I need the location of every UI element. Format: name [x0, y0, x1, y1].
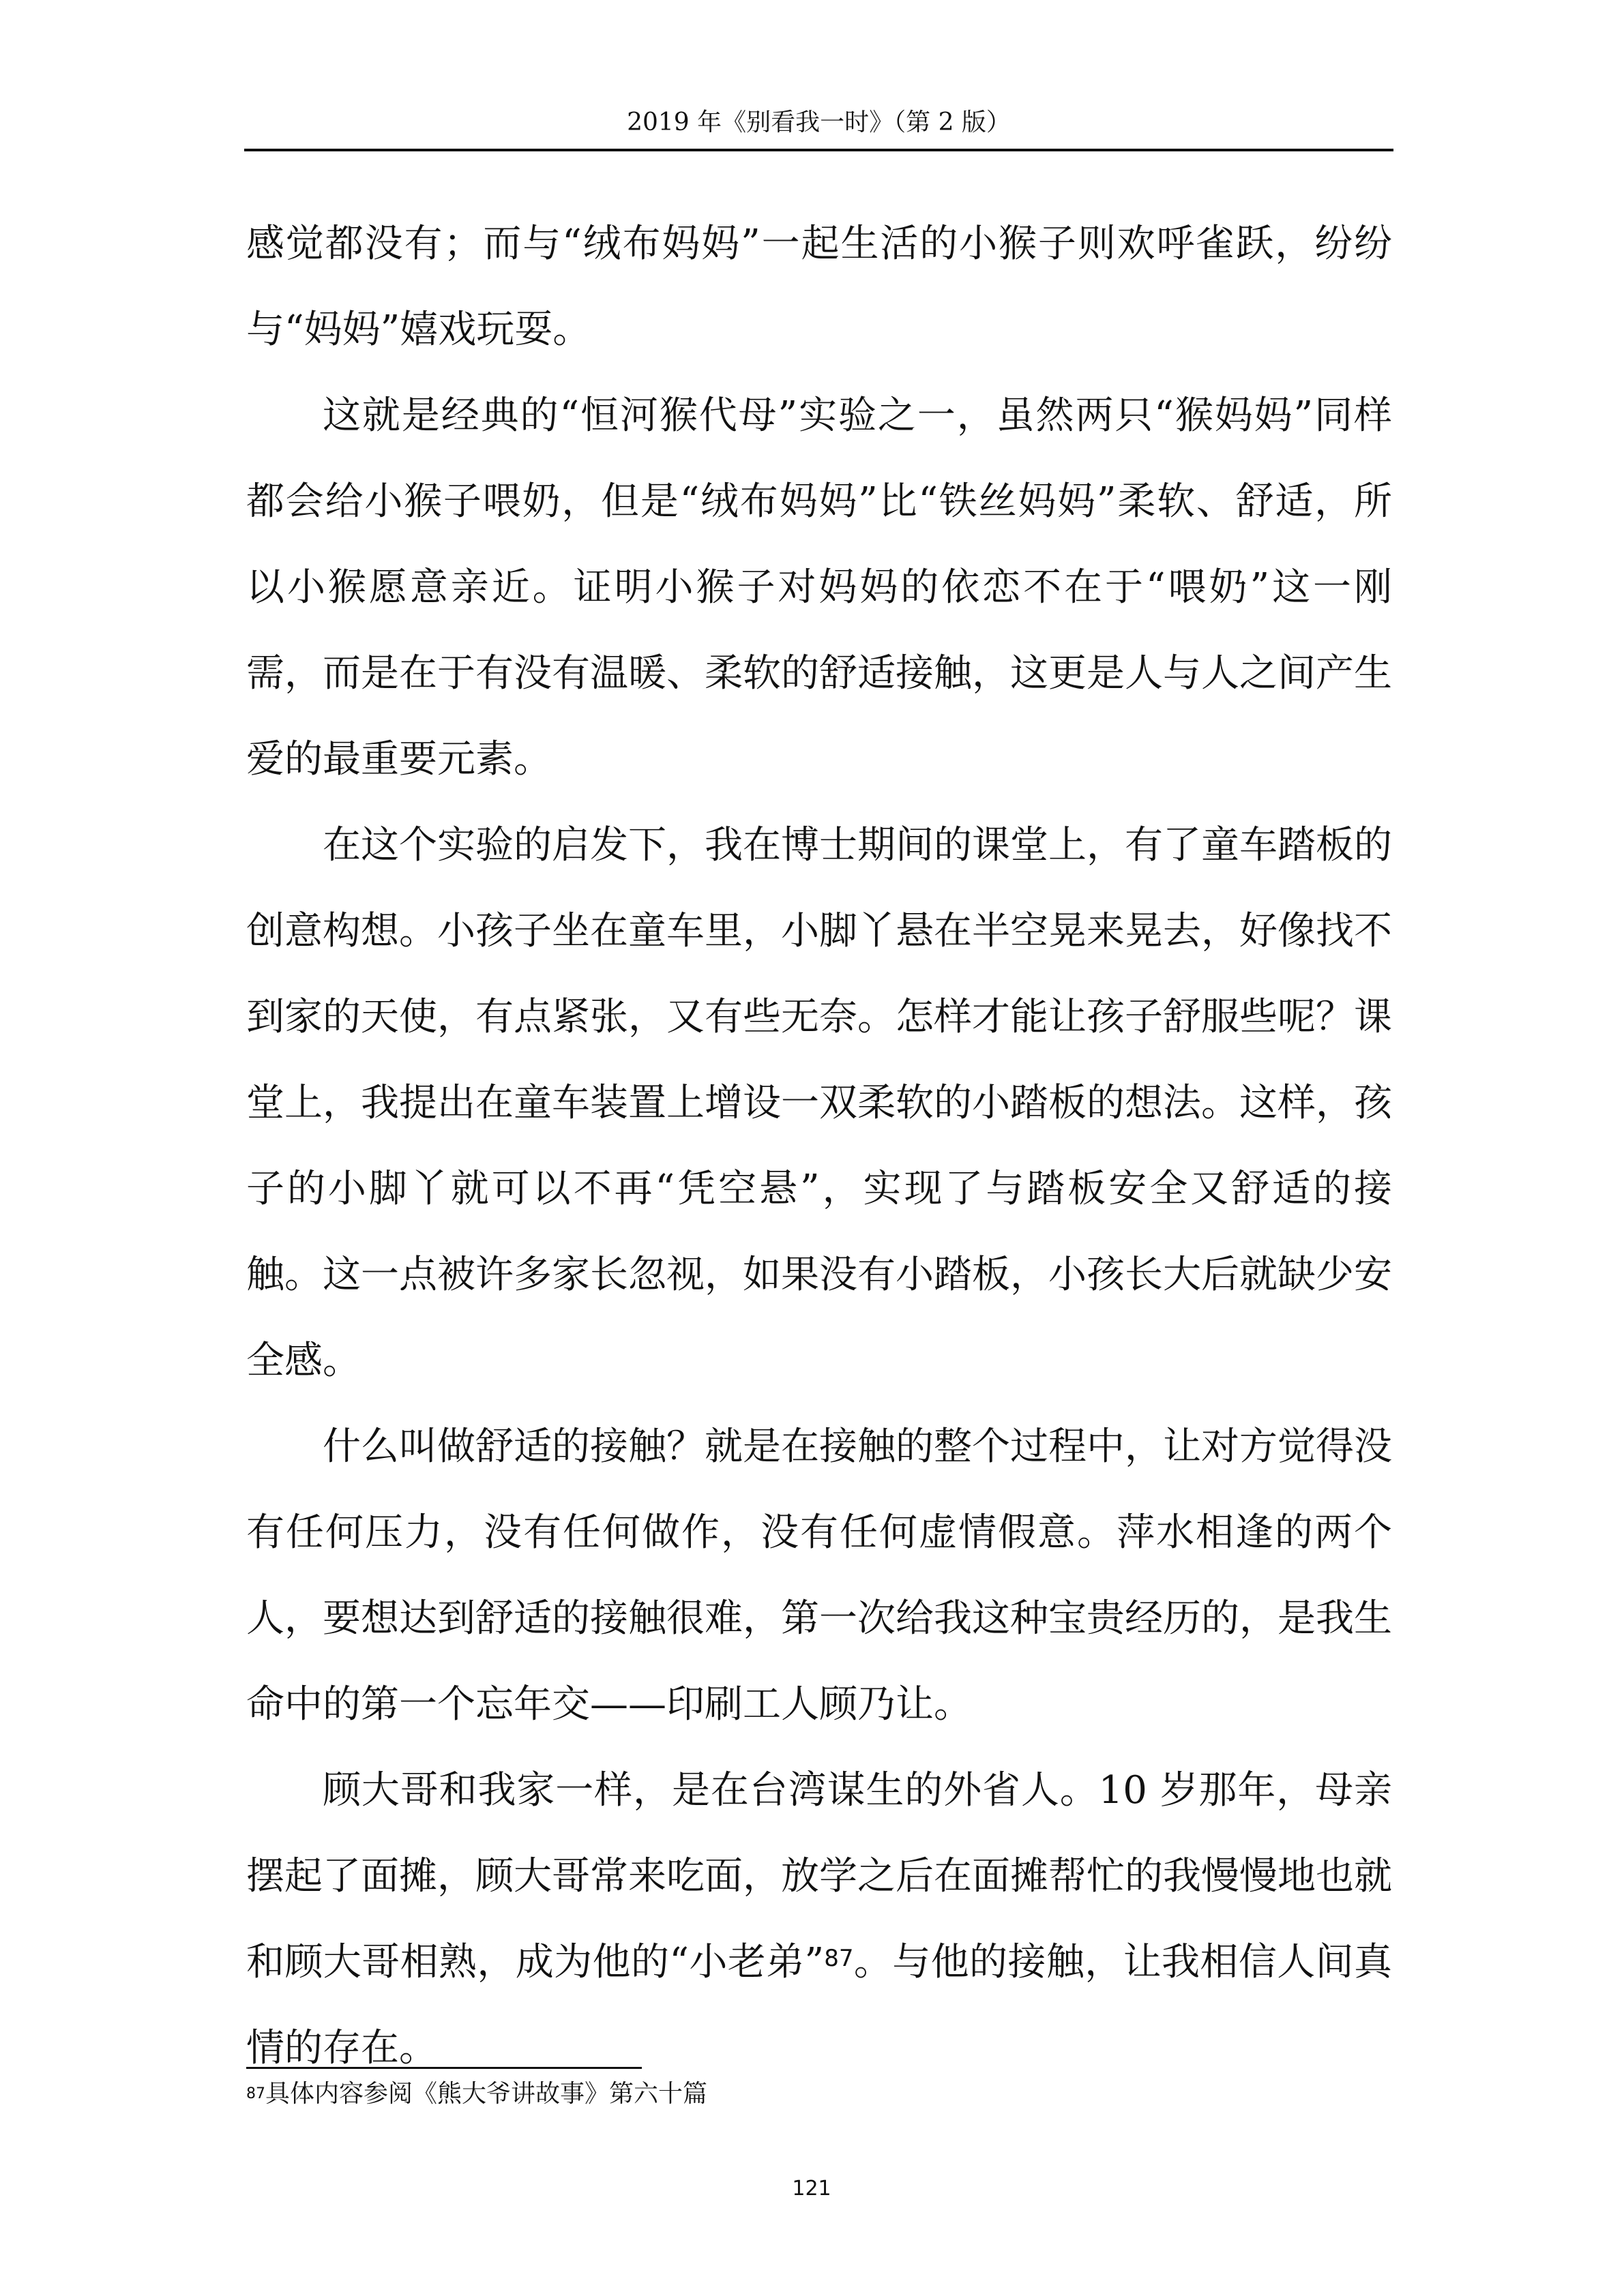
footnote-reference[interactable]: 87 — [824, 1945, 854, 1972]
paragraph-4: 什么叫做舒适的接触？就是在接触的整个过程中，让对方觉得没有任何压力，没有任何做作，没有任何虚情假意。萍水相逢的两个人，要想达到舒适的接触很难，第一次给我这种宝贵经历的，是我生命中的第一个忘年交——印刷工人顾乃让。 — [246, 1425, 1392, 1727]
page-number: 121 — [792, 2177, 831, 2201]
footnote-divider — [246, 2067, 642, 2069]
paragraph-5 — [246, 1748, 1392, 2091]
paragraph-2: 这就是经典的“恒河猴代母”实验之一，虽然两只“猴妈妈”同样都会给小猴子喂奶，但是“绒布妈妈”比“铁丝妈妈”柔软、舒适，所以小猴愿意亲近。证明小猴子对妈妈的依恋不在于“喂奶”这一刚需，而是在于有没有温暖、柔软的舒适接触，这更是人与人之间产生爱的最重要元素。 — [246, 393, 1392, 781]
paragraph-1: 感觉都没有；而与“绒布妈妈”一起生活的小猴子则欢呼雀跃，纷纷与“妈妈”嬉戏玩耍。 — [246, 222, 1392, 352]
footnote — [246, 2077, 1392, 2111]
header-divider — [244, 149, 1393, 151]
running-header: 2019 年《别看我一时》（第 2 版） — [627, 108, 1011, 136]
paragraph-3: 在这个实验的启发下，我在博士期间的课堂上，有了童车踏板的创意构想。小孩子坐在童车里，小脚丫悬在半空晃来晃去，好像找不到家的天使，有点紧张，又有些无奈。怎样才能让孩子舒服些呢？课堂上，我提出在童车装置上增设一双柔软的小踏板的想法。这样，孩子的小脚丫就可以不再“凭空悬”，实现了与踏板安全又舒适的接触。这一点被许多家长忽视，如果没有小踏板，小孩长大后就缺少安全感。 — [246, 823, 1392, 1383]
body-text — [246, 201, 1392, 2091]
paragraph-5-text-a: 顾大哥和我家一样，是在台湾谋生的外省人。10 岁那年，母亲摆起了面摊，顾大哥常来吃面，放学之后在面摊帮忙的我慢慢地也就和顾大哥相熟，成为他的“小老弟” — [246, 1768, 1392, 1984]
footnote-mark: 87 — [246, 2085, 265, 2102]
footnote-text: 具体内容参阅《熊大爷讲故事》第六十篇 — [265, 2080, 708, 2108]
paragraph-5-text-b: 。与他的接触，让我相信人间真情的存在。 — [246, 1940, 1393, 2070]
